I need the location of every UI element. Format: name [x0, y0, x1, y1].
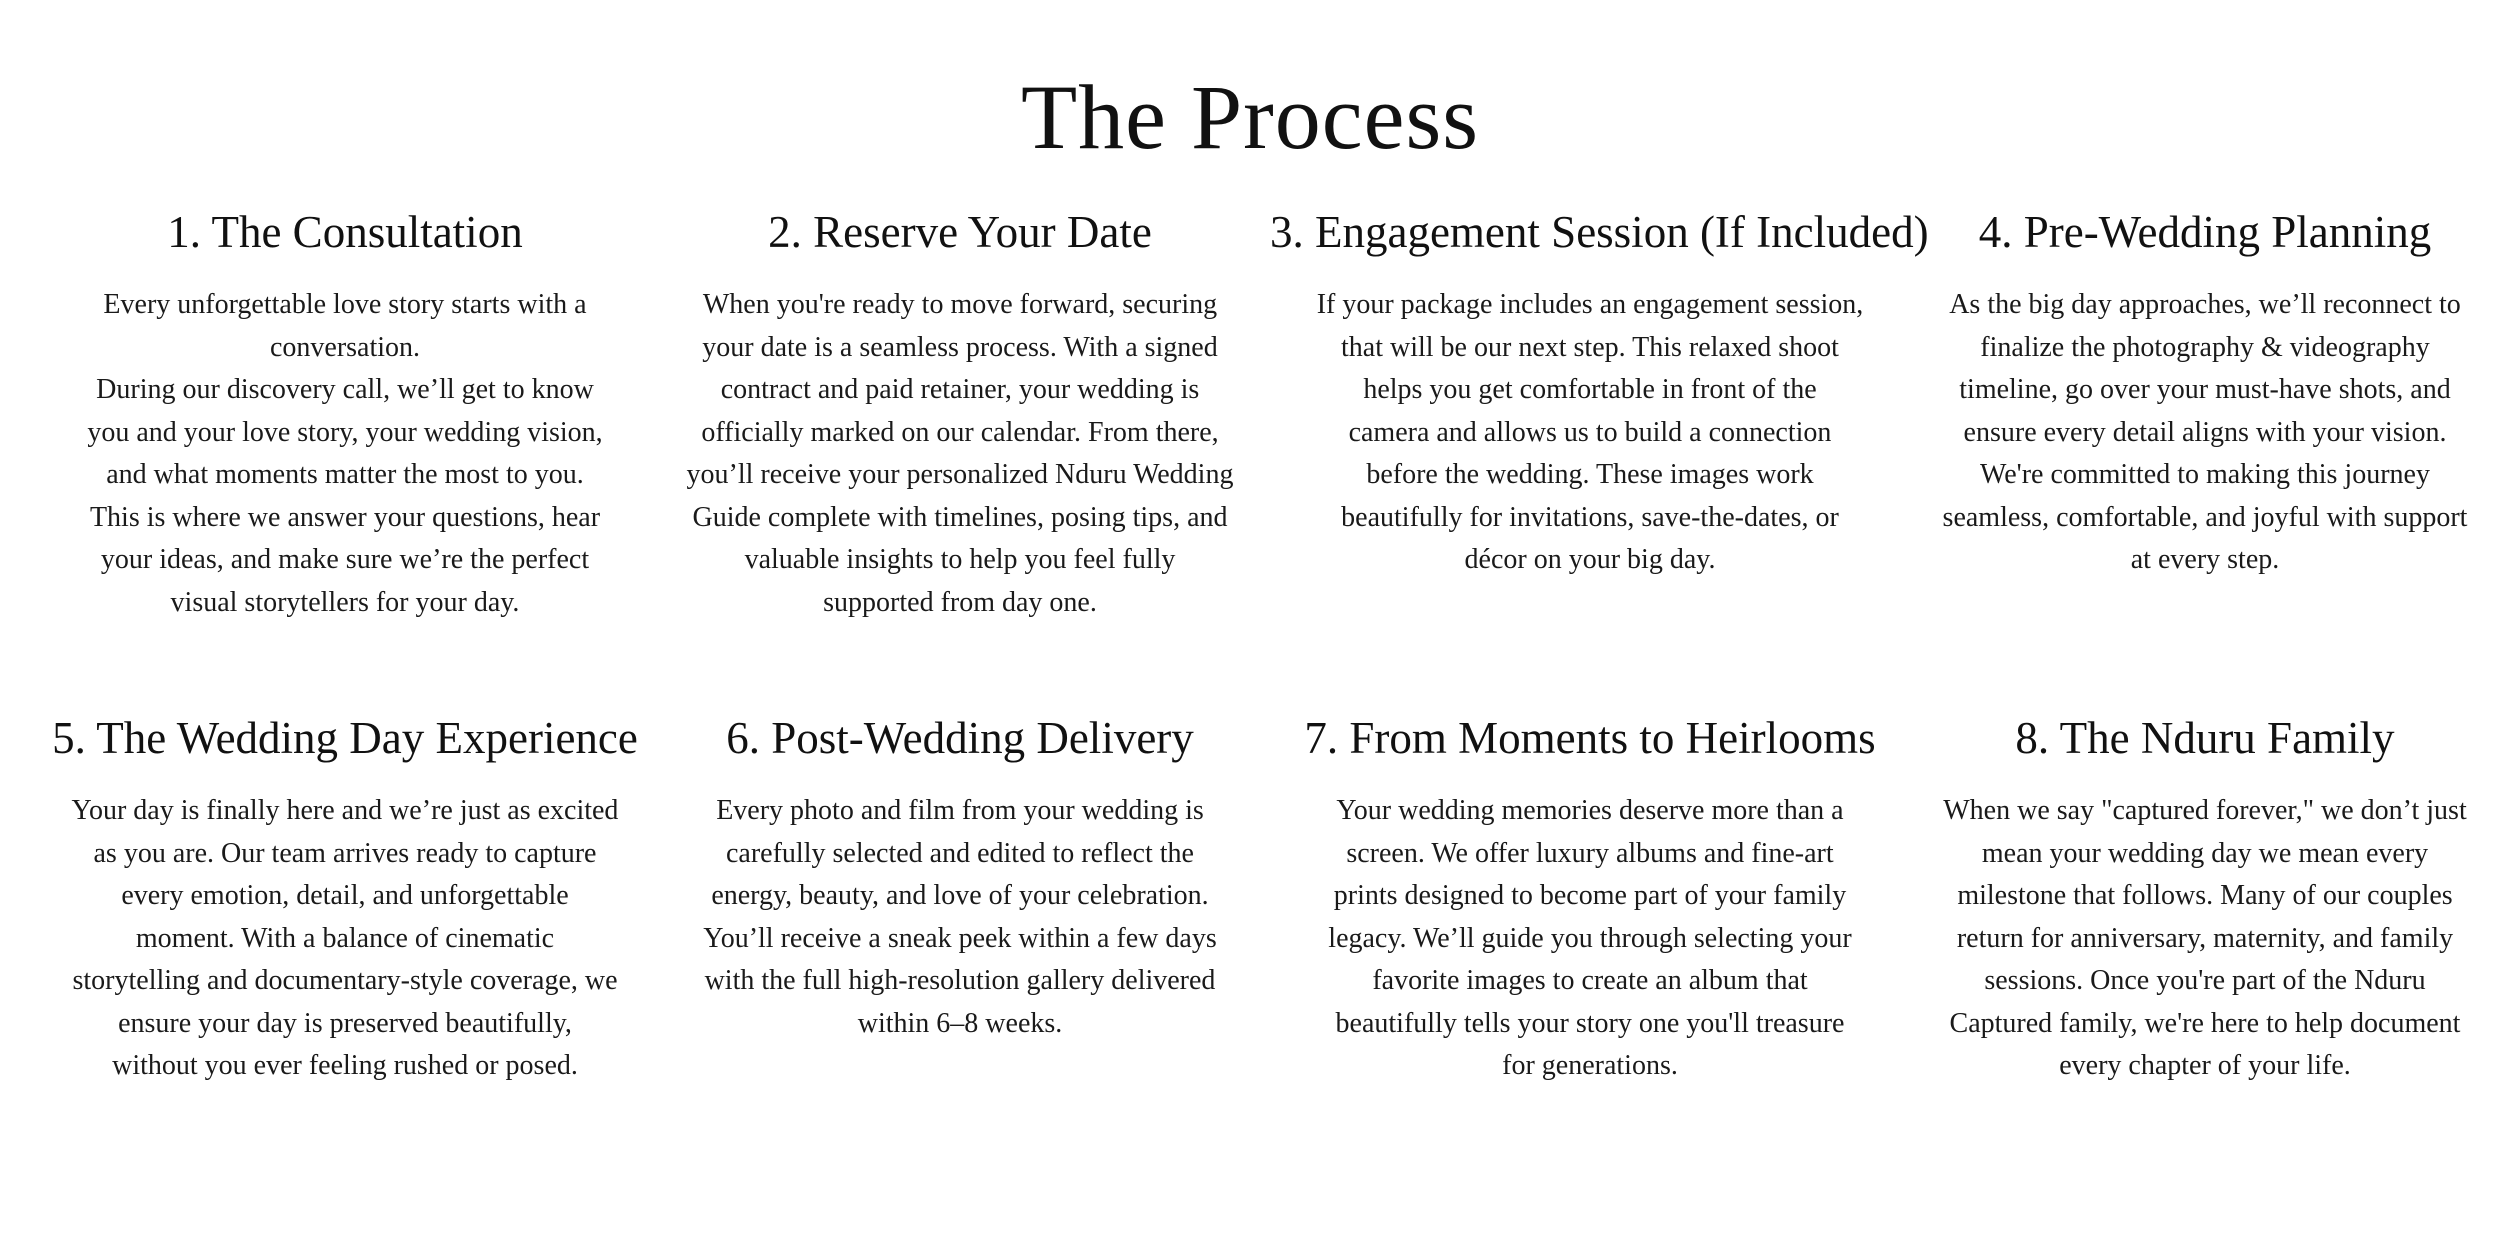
- step-description: When we say "captured forever," we don’t just mean your wedding day we mean every milestone that follows. Many of our couples return for anniversary, maternity, and family sessions. Once you're part of the Nduru Captured family, we're here to help document every chapter of your life.: [1943, 795, 2467, 1081]
- step-title: 8. The Nduru Family: [2015, 713, 2395, 763]
- step-title: 4. Pre-Wedding Planning: [1978, 207, 2432, 257]
- step-title: 5. The Wedding Day Experience: [52, 713, 638, 763]
- step-description: Your day is finally here and we’re just as excited as you are. Our team arrives ready to capture every emotion, detail, and unforgettable moment. With a balance of cinematic storytelling and documentary-style coverage, we ensure your day is preserved beautifully, without you ever feeling rushed or posed.: [71, 795, 619, 1081]
- step-description: Your wedding memories deserve more than a screen. We offer luxury albums and fine-art prints designed to become part of your family legacy. We’ll guide you through selecting your favorite images to create an album that beautifully tells your story one you'll treasure for generations.: [1328, 795, 1852, 1081]
- step-wedding-day-experience: [40, 708, 650, 1088]
- step-description: Every unforgettable love story starts with a conversation. During our discovery call, we’ll get to know you and your love story, your wedding vision, and what moments matter the most to you. This is where we answer your questions, hear your ideas, and make sure we’re the perfect visual storytellers for your day.: [87, 289, 603, 618]
- step-title: 3. Engagement Session (If Included): [1270, 207, 1929, 257]
- step-pre-wedding-planning: [1920, 202, 2490, 582]
- step-title: 2. Reserve Your Date: [768, 207, 1152, 257]
- page-title: The Process: [1020, 66, 1480, 168]
- step-description: If your package includes an engagement session, that will be our next step. This relaxed shoot helps you get comfortable in front of the camera and allows us to build a connection before the wedding. These images work beautifully for invitations, save-the-dates, or décor on your big day.: [1316, 289, 1864, 575]
- step-moments-to-heirlooms: [1270, 708, 1910, 1088]
- step-description: When you're ready to move forward, securing your date is a seamless process. With a signed contract and paid retainer, your wedding is officially marked on our calendar. From there, you’ll receive your personalized Nduru Wedding Guide complete with timelines, posing tips, and valuable insights to help you feel fully supported from day one.: [686, 289, 1234, 618]
- step-title: 7. From Moments to Heirlooms: [1304, 713, 1876, 763]
- step-title: 1. The Consultation: [167, 207, 523, 257]
- step-reserve-your-date: [660, 202, 1260, 624]
- step-engagement-session: [1270, 202, 1929, 582]
- step-description: As the big day approaches, we’ll reconnect to finalize the photography & videography timeline, go over your must-have shots, and ensure every detail aligns with your vision. We're committed to making this journey seamless, comfortable, and joyful with support at every step.: [1942, 289, 2468, 575]
- step-title: 6. Post-Wedding Delivery: [726, 713, 1194, 763]
- step-description: Every photo and film from your wedding is carefully selected and edited to reflect the energy, beauty, and love of your celebration. You’ll receive a sneak peek within a few days with the full high-resolution gallery delivered within 6–8 weeks.: [703, 795, 1217, 1039]
- step-nduru-family: [1920, 708, 2490, 1088]
- step-post-wedding-delivery: [660, 708, 1260, 1045]
- step-consultation: [40, 202, 650, 624]
